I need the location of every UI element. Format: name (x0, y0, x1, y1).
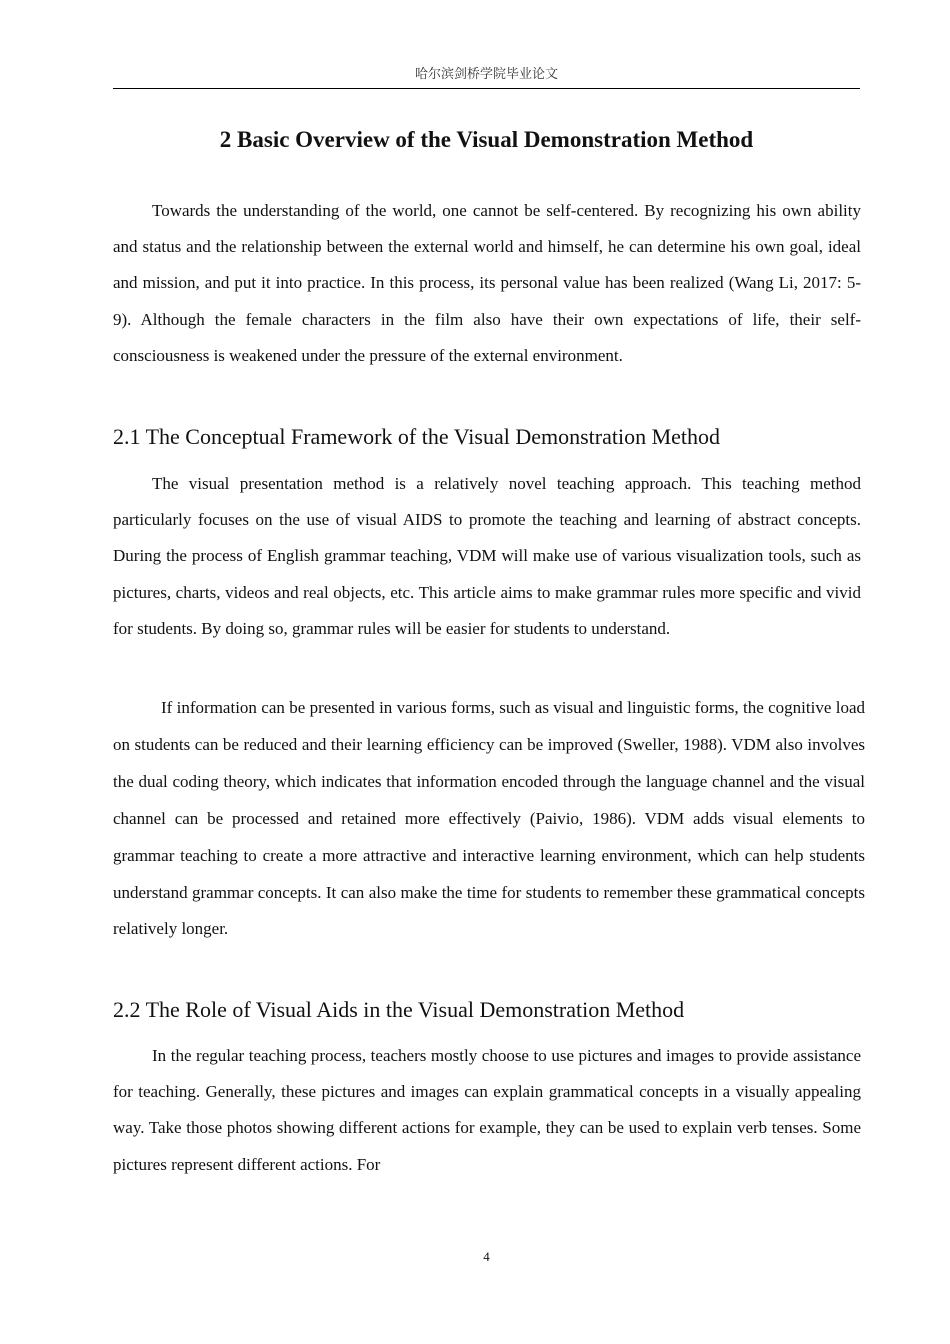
section-heading-2-2: 2.2 The Role of Visual Aids in the Visual Demonstration Method (113, 997, 685, 1022)
running-header: 哈尔滨剑桥学院毕业论文 (414, 67, 558, 82)
section-heading-2-1: 2.1 The Conceptual Framework of the Visual Demonstration Method (113, 424, 721, 449)
section-2-1-paragraph-1: The visual presentation method is a relatively novel teaching approach. This teaching method particularly focuses on the use of visual AIDS to promote the teaching and learning of abstract concepts. During the process of English grammar teaching, VDM will make use of various visualization tools, such as pictures, charts, videos and real objects, etc. This article aims to make grammar rules more specific and vivid for students. By doing so, grammar rules will be easier for students to understand. (113, 474, 861, 638)
chapter-title: 2 Basic Overview of the Visual Demonstration Method (219, 127, 754, 152)
header-divider (113, 88, 860, 89)
page-number: 4 (483, 1249, 490, 1264)
chapter-intro-paragraph: Towards the understanding of the world, one cannot be self-centered. By recognizing his own ability and status and the relationship between the external world and himself, he can determine his own goal, ideal and mission, and put it into practice. In this process, its personal value has been realized (Wang Li, 2017: 5-9). Although the female characters in the film also have their own expectations of life, their self-consciousness is weakened under the pressure of the external environment. (113, 201, 861, 365)
section-2-1-paragraph-2: If information can be presented in various forms, such as visual and linguistic forms, the cognitive load on students can be reduced and their learning efficiency can be improved (Sweller, 1988). VDM also involves the dual coding theory, which indicates that information encoded through the language channel and the visual channel can be processed and retained more effectively (Paivio, 1986). VDM adds visual elements to grammar teaching to create a more attractive and interactive learning environment, which can help students understand grammar concepts. It can also make the time for students to remember these grammatical concepts relatively longer. (113, 698, 865, 939)
section-2-2-paragraph-1: In the regular teaching process, teachers mostly choose to use pictures and images to provide assistance for teaching. Generally, these pictures and images can explain grammatical concepts in a visually appealing way. Take those photos showing different actions for example, they can be used to explain verb tenses. Some pictures represent different actions. For (113, 1046, 861, 1174)
